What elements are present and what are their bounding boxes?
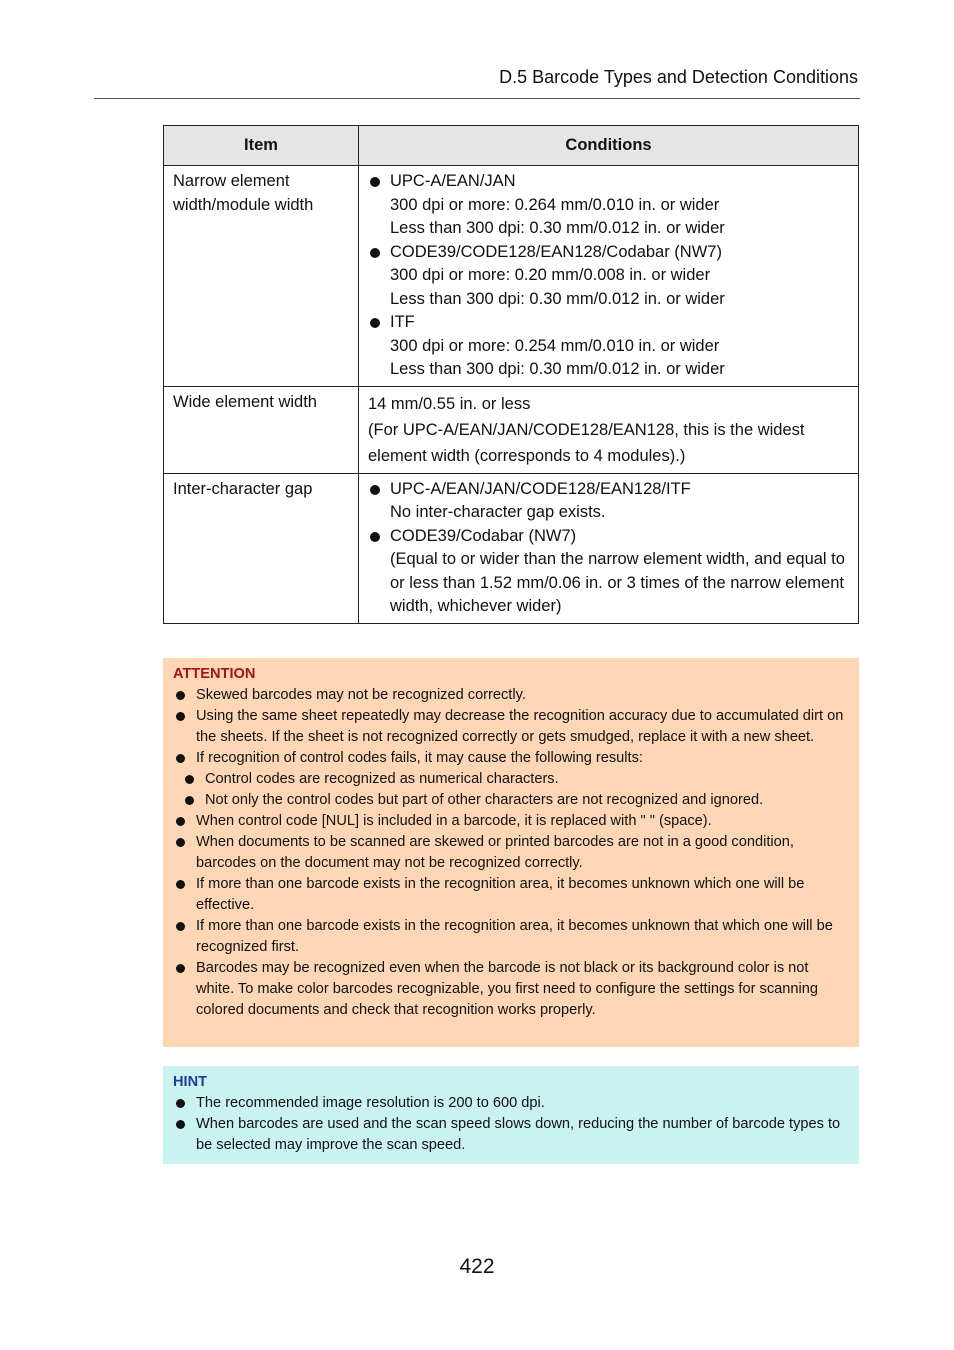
condition-line: Less than 300 dpi: 0.30 mm/0.012 in. or wider xyxy=(390,219,725,237)
hint-title: HINT xyxy=(173,1074,208,1090)
condition-line: 300 dpi or more: 0.20 mm/0.008 in. or wider xyxy=(390,266,711,284)
list-item xyxy=(173,874,849,916)
table-header-row xyxy=(164,126,859,166)
attention-text: When control code [NUL] is included in a barcode, it is replaced with " " (space). xyxy=(196,813,712,829)
barcode-type: UPC-A/EAN/JAN xyxy=(390,172,516,190)
table-row xyxy=(164,473,859,623)
item-cell: Wide element width xyxy=(164,386,359,473)
attention-list-continued xyxy=(173,811,849,1021)
barcode-type: CODE39/Codabar (NW7) xyxy=(390,526,577,545)
condition-line: 300 dpi or more: 0.254 mm/0.010 in. or wider xyxy=(390,336,720,355)
hint-box xyxy=(163,1066,859,1164)
attention-subtext: Not only the control codes but part of other characters are not recognized and ignored. xyxy=(205,792,764,808)
table-row xyxy=(164,386,859,473)
attention-text: Skewed barcodes may not be recognized correctly. xyxy=(196,687,526,703)
list-item xyxy=(368,478,850,525)
attention-sublist xyxy=(173,769,849,811)
attention-text: If more than one barcode exists in the recognition area, it becomes unknown that which one will be recognized first. xyxy=(196,918,833,955)
list-item xyxy=(173,748,849,769)
list-item xyxy=(368,170,850,241)
conditions-table xyxy=(163,125,859,624)
bullet-icon xyxy=(176,922,185,931)
bullet-icon xyxy=(176,1120,185,1129)
list-item xyxy=(173,1114,849,1156)
bullet-icon xyxy=(176,754,185,763)
hint-list xyxy=(173,1093,849,1156)
list-item xyxy=(173,832,849,874)
hint-text: When barcodes are used and the scan speed slows down, reducing the number of barcode types to be selected may improve the scan speed. xyxy=(196,1116,841,1153)
bullet-icon xyxy=(176,880,185,889)
bullet-icon xyxy=(370,177,380,187)
attention-box xyxy=(163,658,859,1047)
bullet-icon xyxy=(176,712,185,721)
item-cell: Inter-character gap xyxy=(164,473,359,623)
condition-line: (For UPC-A/EAN/JAN/CODE128/EAN128, this is the widest element width (corresponds to 4 modules).) xyxy=(368,420,805,465)
table-row xyxy=(164,166,859,387)
bullet-icon xyxy=(185,775,194,784)
bullet-icon xyxy=(185,796,194,805)
section-title: D.5 Barcode Types and Detection Conditions xyxy=(499,67,858,87)
list-item xyxy=(173,811,849,832)
list-item xyxy=(173,916,849,958)
bullet-icon xyxy=(370,532,380,542)
barcode-type: CODE39/CODE128/EAN128/Codabar (NW7) xyxy=(390,242,722,261)
conditions-cell xyxy=(359,473,859,623)
list-item xyxy=(173,706,849,748)
attention-text: Barcodes may be recognized even when the barcode is not black or its background color is not white. To make color barcodes recognizable, you first need to configure the settings for scanning colored documents and check that recognition works properly. xyxy=(196,960,818,1018)
attention-text: When documents to be scanned are skewed or printed barcodes are not in a good condition, barcodes on the document may not be recognized correctly. xyxy=(196,834,794,871)
list-item xyxy=(368,241,850,312)
item-cell: Narrow element width/module width xyxy=(164,166,359,387)
barcode-type: UPC-A/EAN/JAN/CODE128/EAN128/ITF xyxy=(390,479,691,498)
hint-text: The recommended image resolution is 200 to 600 dpi. xyxy=(196,1095,545,1111)
list-item xyxy=(173,958,849,1021)
attention-list xyxy=(173,685,849,769)
column-header-item: Item xyxy=(164,126,359,166)
condition-line: No inter-character gap exists. xyxy=(390,503,606,521)
condition-line: 300 dpi or more: 0.264 mm/0.010 in. or wider xyxy=(390,195,720,214)
attention-text: If recognition of control codes fails, it may cause the following results: xyxy=(196,750,643,766)
attention-subtext: Control codes are recognized as numerical characters. xyxy=(205,771,559,787)
condition-list xyxy=(368,170,850,382)
page-number: 422 xyxy=(459,1255,495,1278)
bullet-icon xyxy=(370,485,380,495)
list-item xyxy=(368,311,850,382)
bullet-icon xyxy=(176,964,185,973)
bullet-icon xyxy=(176,817,185,826)
condition-line: (Equal to or wider than the narrow element width, and equal to or less than 1.52 mm/0.06 in. or 3 times of the narrow element width, whichever wider) xyxy=(390,550,845,615)
bullet-icon xyxy=(176,838,185,847)
attention-text: Using the same sheet repeatedly may decrease the recognition accuracy due to accumulated dirt on the sheets. If the sheet is not recognized correctly or gets smudged, replace it with a new sheet. xyxy=(196,708,844,745)
bullet-icon xyxy=(370,318,380,328)
condition-line: 14 mm/0.55 in. or less xyxy=(368,394,531,413)
barcode-type: ITF xyxy=(390,313,415,331)
list-item xyxy=(368,525,850,619)
conditions-cell xyxy=(359,166,859,387)
condition-list xyxy=(368,478,850,619)
list-item xyxy=(173,769,849,790)
list-item xyxy=(173,790,849,811)
header-divider xyxy=(94,98,860,99)
condition-line: Less than 300 dpi: 0.30 mm/0.012 in. or wider xyxy=(390,289,725,308)
bullet-icon xyxy=(176,1099,185,1108)
list-item xyxy=(173,685,849,706)
condition-line: Less than 300 dpi: 0.30 mm/0.012 in. or wider xyxy=(390,360,725,378)
column-header-conditions: Conditions xyxy=(359,126,859,166)
attention-title: ATTENTION xyxy=(173,666,256,682)
conditions-cell xyxy=(359,386,859,473)
list-item xyxy=(173,1093,849,1114)
attention-text: If more than one barcode exists in the recognition area, it becomes unknown which one will be effective. xyxy=(196,876,805,913)
bullet-icon xyxy=(176,691,185,700)
bullet-icon xyxy=(370,248,380,258)
